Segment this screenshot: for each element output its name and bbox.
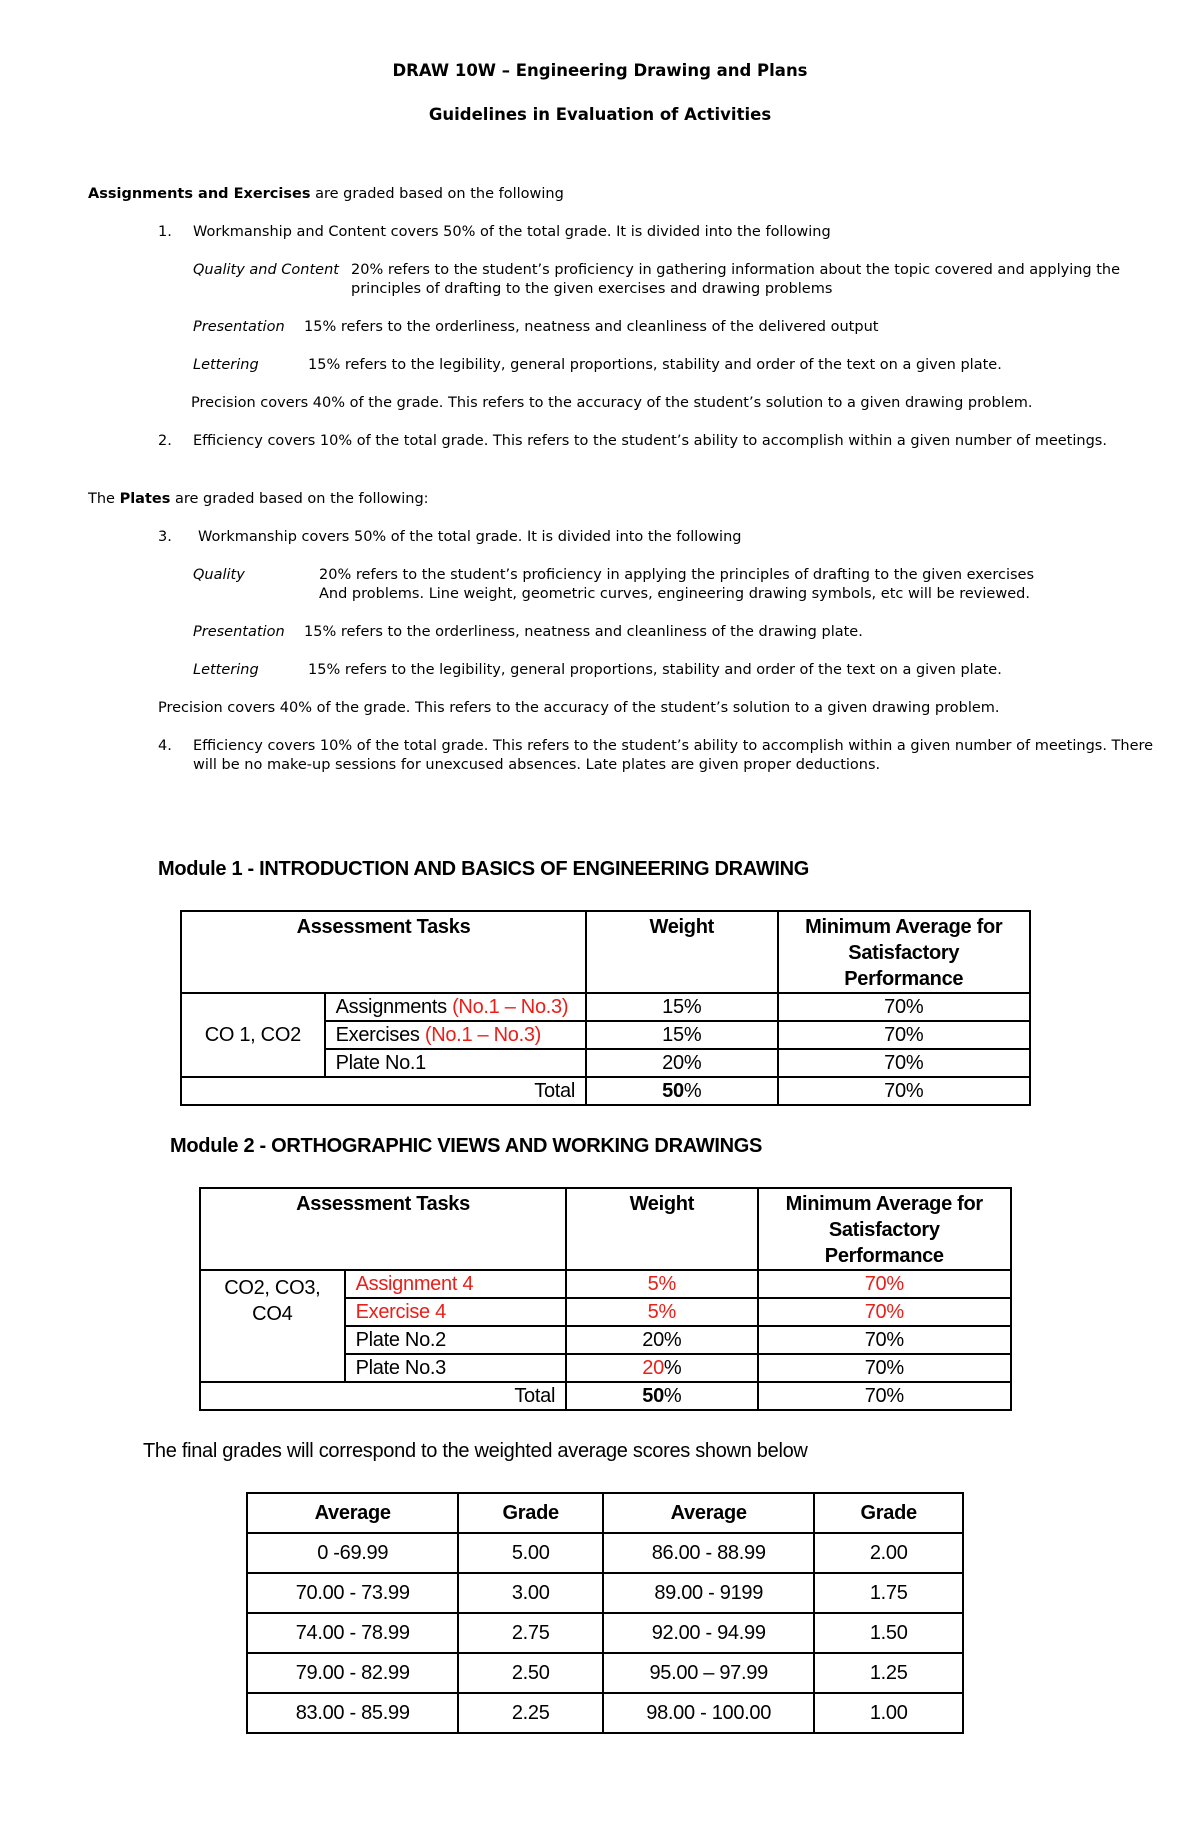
grades-cell: 2.50 [458, 1653, 603, 1693]
module1-total-weight-pct: % [683, 1080, 702, 1102]
module1-col-weight: Weight [586, 911, 778, 993]
grades-cell: 79.00 - 82.99 [247, 1653, 458, 1693]
module2-col-tasks: Assessment Tasks [200, 1188, 566, 1270]
document-subtitle: Guidelines in Evaluation of Activities [428, 105, 772, 124]
grades-header-average-1: Average [247, 1493, 458, 1533]
assign-lettering-text: 15% refers to the legibility, general proportions, stability and order of the text on a given plate. [308, 357, 1002, 373]
grades-cell: 98.00 - 100.00 [603, 1693, 814, 1733]
item4-line2: will be no make-up sessions for unexcused absences. Late plates are given proper deductions. [193, 757, 881, 773]
module2-total-weight [566, 1382, 757, 1410]
module2-total-label: Total [200, 1382, 566, 1410]
assign-precision-text: Precision covers 40% of the grade. This refers to the accuracy of the student’s solution to a given drawing problem. [191, 395, 1033, 411]
grades-header-grade-1: Grade [458, 1493, 603, 1533]
module2-total-min: 70% [758, 1382, 1011, 1410]
module2-row4-weight-num: 20 [642, 1357, 664, 1379]
item2-number: 2. [158, 433, 172, 449]
module2-row1-weight: 5% [566, 1270, 757, 1298]
assign-quality-label: Quality and Content [193, 262, 339, 278]
grades-cell: 95.00 – 97.99 [603, 1653, 814, 1693]
assign-lettering-label: Lettering [193, 357, 259, 373]
plates-lettering-label: Lettering [193, 662, 259, 678]
assign-presentation-text: 15% refers to the orderliness, neatness and cleanliness of the delivered output [304, 319, 879, 335]
grades-row [247, 1613, 963, 1653]
grades-row [247, 1693, 963, 1733]
item1-number: 1. [158, 224, 172, 240]
grades-cell: 83.00 - 85.99 [247, 1693, 458, 1733]
module1-total-weight-num: 50 [662, 1080, 684, 1102]
module1-heading: Module 1 - INTRODUCTION AND BASICS OF ENGINEERING DRAWING [158, 858, 810, 880]
assign-quality-line2: principles of drafting to the given exercises and drawing problems [351, 281, 833, 297]
grades-cell: 1.00 [814, 1693, 963, 1733]
item4-line1: Efficiency covers 10% of the total grade. This refers to the student’s ability to accomplish within a given number of meetings. There [193, 738, 1154, 754]
module1-row3-task: Plate No.1 [325, 1049, 586, 1077]
document-title: DRAW 10W – Engineering Drawing and Plans [392, 61, 808, 80]
module2-total-weight-pct: % [663, 1385, 682, 1407]
module1-row1-range: (No.1 – No.3) [452, 996, 569, 1018]
module2-row3-task: Plate No.2 [345, 1326, 567, 1354]
grades-cell: 0 -69.99 [247, 1533, 458, 1573]
assignments-intro [88, 186, 564, 202]
module1-row2-label: Exercises [335, 1024, 425, 1046]
grades-cell: 70.00 - 73.99 [247, 1573, 458, 1613]
plates-quality-label: Quality [193, 567, 245, 583]
grades-cell: 2.25 [458, 1693, 603, 1733]
plates-quality-line2: And problems. Line weight, geometric curves, engineering drawing symbols, etc will be reviewed. [319, 586, 1030, 602]
module2-row4-weight-pct: % [663, 1357, 682, 1379]
assign-presentation-label: Presentation [193, 319, 285, 335]
final-grades-note: The final grades will correspond to the weighted average scores shown below [143, 1440, 808, 1462]
module2-table [199, 1187, 1012, 1411]
module2-row4-min: 70% [758, 1354, 1011, 1382]
grades-cell: 3.00 [458, 1573, 603, 1613]
item2-text: Efficiency covers 10% of the total grade. This refers to the student’s ability to accomplish within a given number of meetings. [193, 433, 1107, 449]
plates-presentation-label: Presentation [193, 624, 285, 640]
grades-cell: 1.50 [814, 1613, 963, 1653]
module1-table [180, 910, 1031, 1106]
grades-cell: 5.00 [458, 1533, 603, 1573]
module1-row2-task [325, 1021, 586, 1049]
grades-row [247, 1573, 963, 1613]
plates-intro-rest: are graded based on the following: [170, 491, 429, 507]
grades-cell: 89.00 - 9199 [603, 1573, 814, 1613]
module2-row4-weight [566, 1354, 757, 1382]
grades-cell: 2.75 [458, 1613, 603, 1653]
module2-heading: Module 2 - ORTHOGRAPHIC VIEWS AND WORKING DRAWINGS [170, 1135, 763, 1157]
grades-row [247, 1653, 963, 1693]
module2-row2-min: 70% [758, 1298, 1011, 1326]
module1-row2-weight: 15% [586, 1021, 778, 1049]
grades-header-average-2: Average [603, 1493, 814, 1533]
module1-row3-min: 70% [778, 1049, 1031, 1077]
grades-row [247, 1533, 963, 1573]
grades-cell: 86.00 - 88.99 [603, 1533, 814, 1573]
module1-row1-label: Assignments [335, 996, 453, 1018]
module1-row3-weight: 20% [586, 1049, 778, 1077]
plates-lettering-text: 15% refers to the legibility, general proportions, stability and order of the text on a given plate. [308, 662, 1002, 678]
item1-text: Workmanship and Content covers 50% of the total grade. It is divided into the following [193, 224, 831, 240]
module2-total-weight-num: 50 [642, 1385, 664, 1407]
assignments-intro-rest: are graded based on the following [310, 186, 564, 202]
item3-number: 3. [158, 529, 172, 545]
module2-row1-min: 70% [758, 1270, 1011, 1298]
module2-row2-weight: 5% [566, 1298, 757, 1326]
module1-total-min: 70% [778, 1077, 1031, 1105]
module1-group: CO 1, CO2 [181, 993, 325, 1077]
assignments-intro-bold: Assignments and Exercises [88, 186, 311, 202]
item3-text: Workmanship covers 50% of the total grade. It is divided into the following [198, 529, 742, 545]
plates-quality-line1: 20% refers to the student’s proficiency in applying the principles of drafting to the given exercises [319, 567, 1035, 583]
plates-precision-text: Precision covers 40% of the grade. This refers to the accuracy of the student’s solution to a given drawing problem. [158, 700, 1000, 716]
module2-row3-weight: 20% [566, 1326, 757, 1354]
grades-cell: 1.25 [814, 1653, 963, 1693]
module2-col-weight: Weight [566, 1188, 757, 1270]
module2-row3-min: 70% [758, 1326, 1011, 1354]
module1-row1-task [325, 993, 586, 1021]
grades-table [246, 1492, 964, 1734]
grades-cell: 2.00 [814, 1533, 963, 1573]
grades-cell: 74.00 - 78.99 [247, 1613, 458, 1653]
module2-row2-task: Exercise 4 [345, 1298, 567, 1326]
module1-row1-min: 70% [778, 993, 1031, 1021]
module1-total-label: Total [181, 1077, 586, 1105]
module2-group: CO2, CO3, CO4 [200, 1270, 345, 1382]
module1-total-weight [586, 1077, 778, 1105]
plates-presentation-text: 15% refers to the orderliness, neatness and cleanliness of the drawing plate. [304, 624, 863, 640]
module2-row4-task: Plate No.3 [345, 1354, 567, 1382]
module1-col-tasks: Assessment Tasks [181, 911, 586, 993]
module1-row1-weight: 15% [586, 993, 778, 1021]
module1-row2-min: 70% [778, 1021, 1031, 1049]
grades-cell: 92.00 - 94.99 [603, 1613, 814, 1653]
assign-quality-line1: 20% refers to the student’s proficiency in gathering information about the topic covered and applying the [351, 262, 1121, 278]
grades-cell: 1.75 [814, 1573, 963, 1613]
module2-col-min: Minimum Average for Satisfactory Performance [758, 1188, 1011, 1270]
plates-intro-pre: The [88, 491, 120, 507]
module2-row1-task: Assignment 4 [345, 1270, 567, 1298]
plates-intro-bold: Plates [119, 491, 171, 507]
plates-intro [88, 491, 429, 507]
grades-header-grade-2: Grade [814, 1493, 963, 1533]
module1-col-min: Minimum Average for Satisfactory Performance [778, 911, 1031, 993]
item4-number: 4. [158, 738, 172, 754]
module1-row2-range: (No.1 – No.3) [424, 1024, 542, 1046]
